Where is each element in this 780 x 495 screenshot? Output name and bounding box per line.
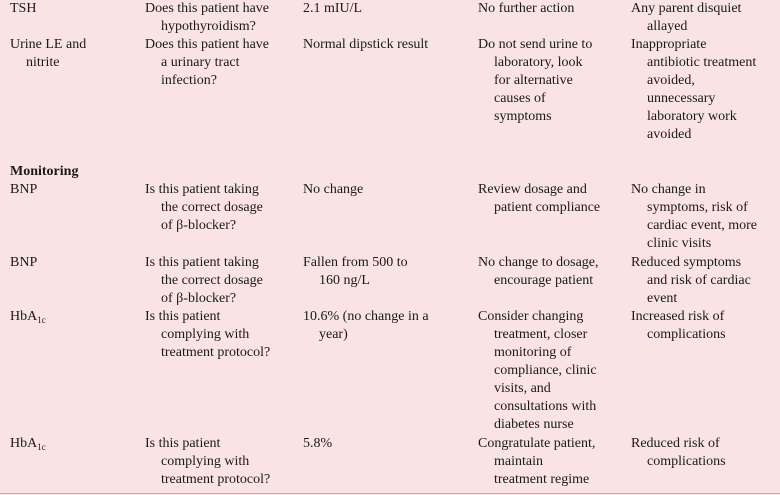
- outcome-text: symptoms, risk of: [647, 200, 748, 215]
- result-text: No change: [303, 182, 364, 197]
- test-cell: [10, 181, 138, 199]
- question-text: a urinary tract: [161, 55, 240, 70]
- result-text: 10.6% (no change in a: [303, 309, 429, 324]
- outcome-text: antibiotic treatment: [647, 55, 757, 70]
- test-text: TSH: [10, 1, 37, 16]
- action-cell: [478, 308, 624, 434]
- action-text: Review dosage and: [478, 182, 587, 197]
- test-text: [10, 308, 138, 326]
- outcome-text: Any parent disquiet: [631, 1, 742, 16]
- test-cell: [10, 435, 138, 453]
- action-text: compliance, clinic: [494, 363, 597, 378]
- action-text: Consider changing: [478, 309, 584, 324]
- action-cell: [478, 181, 624, 217]
- result-text: Fallen from 500 to: [303, 255, 408, 270]
- outcome-text: laboratory work: [647, 109, 737, 124]
- result-cell: [303, 0, 471, 18]
- question-text: treatment protocol?: [161, 472, 271, 487]
- test-cell: [10, 0, 138, 18]
- outcome-text: Increased risk of: [631, 309, 725, 324]
- result-cell: [303, 181, 471, 199]
- result-text: Normal dipstick result: [303, 37, 429, 52]
- question-text: the correct dosage: [161, 273, 263, 288]
- outcome-text: complications: [647, 454, 726, 469]
- action-text: for alternative: [494, 73, 573, 88]
- outcome-text: No change in: [631, 182, 706, 197]
- test-base: HbA: [10, 436, 38, 451]
- question-text: infection?: [161, 73, 217, 88]
- question-text: Does this patient have: [145, 1, 270, 16]
- question-text: Is this patient: [145, 309, 221, 324]
- table-bottom-rule: [0, 493, 780, 494]
- test-text: nitrite: [26, 55, 60, 70]
- test-cell: [10, 36, 138, 72]
- outcome-text: unnecessary: [647, 91, 716, 106]
- outcome-text: Inappropriate: [631, 37, 707, 52]
- test-base: HbA: [10, 309, 38, 324]
- result-text: 2.1 mIU/L: [303, 1, 363, 16]
- action-text: No change to dosage,: [478, 255, 599, 270]
- action-text: Congratulate patient,: [478, 436, 596, 451]
- test-text: Urine LE and: [10, 37, 87, 52]
- action-text: diabetes nurse: [494, 417, 574, 432]
- question-text: complying with: [161, 327, 250, 342]
- action-text: laboratory, look: [494, 55, 583, 70]
- action-cell: [478, 0, 624, 18]
- section-heading-monitoring: Monitoring: [10, 164, 79, 179]
- question-text: the correct dosage: [161, 200, 263, 215]
- action-text: monitoring of: [494, 345, 572, 360]
- question-text: complying with: [161, 454, 250, 469]
- action-text: No further action: [478, 1, 575, 16]
- action-text: visits, and: [494, 381, 551, 396]
- question-cell: [145, 181, 295, 235]
- result-cell: [303, 254, 471, 290]
- question-text: Does this patient have: [145, 37, 270, 52]
- outcome-cell: [631, 0, 777, 36]
- question-text: treatment protocol?: [161, 345, 271, 360]
- action-cell: [478, 254, 624, 290]
- outcome-cell: [631, 181, 777, 253]
- action-text: consultations with: [494, 399, 597, 414]
- result-text: year): [319, 327, 348, 342]
- action-text: maintain: [494, 454, 543, 469]
- action-cell: [478, 435, 624, 489]
- question-text: Is this patient taking: [145, 255, 259, 270]
- action-text: causes of: [494, 91, 546, 106]
- outcome-text: and risk of cardiac: [647, 273, 751, 288]
- result-cell: [303, 36, 471, 54]
- test-text: BNP: [10, 182, 38, 197]
- action-text: patient compliance: [494, 200, 601, 215]
- question-text: of β-blocker?: [161, 218, 237, 233]
- question-text: hypothyroidism?: [161, 19, 256, 34]
- action-text: encourage patient: [494, 273, 594, 288]
- question-cell: [145, 0, 295, 36]
- test-cell: [10, 254, 138, 272]
- question-text: of β-blocker?: [161, 291, 237, 306]
- outcome-text: complications: [647, 327, 726, 342]
- test-text: BNP: [10, 255, 38, 270]
- action-text: treatment regime: [494, 472, 590, 487]
- outcome-text: clinic visits: [647, 236, 712, 251]
- outcome-cell: [631, 435, 777, 471]
- question-cell: [145, 254, 295, 308]
- outcome-cell: [631, 308, 777, 344]
- question-cell: [145, 308, 295, 362]
- question-cell: [145, 36, 295, 90]
- test-subscript: 1c: [37, 442, 46, 452]
- result-cell: [303, 435, 471, 453]
- outcome-text: Reduced symptoms: [631, 255, 742, 270]
- question-cell: [145, 435, 295, 489]
- action-text: Do not send urine to: [478, 37, 593, 52]
- outcome-text: Reduced risk of: [631, 436, 720, 451]
- action-text: treatment, closer: [494, 327, 588, 342]
- question-text: Is this patient taking: [145, 182, 259, 197]
- result-text: 160 ng/L: [319, 273, 370, 288]
- result-cell: [303, 308, 471, 344]
- action-cell: [478, 36, 624, 126]
- action-text: symptoms: [494, 109, 552, 124]
- question-text: Is this patient: [145, 436, 221, 451]
- test-subscript: 1c: [37, 315, 46, 325]
- test-cell: [10, 308, 138, 326]
- outcome-text: event: [647, 291, 678, 306]
- outcome-text: avoided,: [647, 73, 695, 88]
- result-text: 5.8%: [303, 436, 333, 451]
- outcome-text: avoided: [647, 127, 692, 142]
- outcome-cell: [631, 36, 777, 144]
- outcome-text: cardiac event, more: [647, 218, 757, 233]
- outcome-cell: [631, 254, 777, 308]
- outcome-text: allayed: [647, 19, 688, 34]
- test-text: [10, 435, 138, 453]
